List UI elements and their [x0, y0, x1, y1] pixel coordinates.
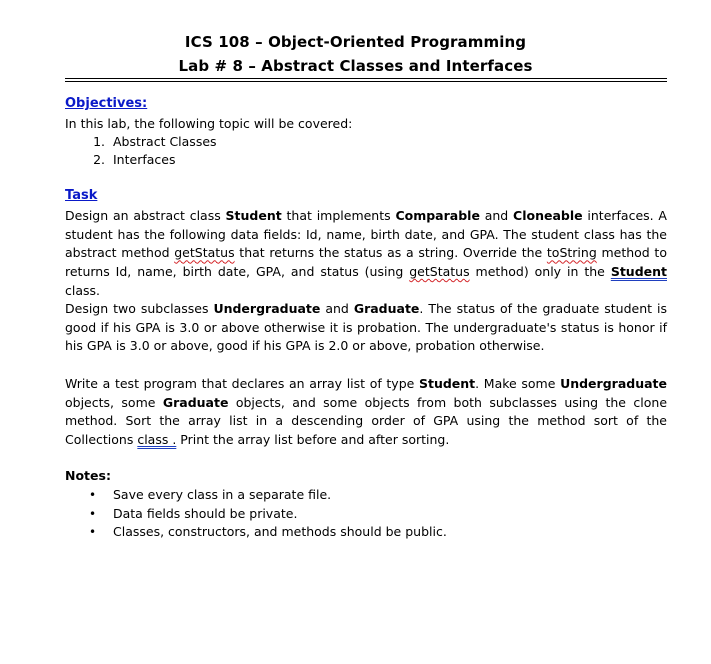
text-run: method to returns Id, name, birth date, GPA, and status (using — [65, 245, 667, 280]
text-run: Design two subclasses — [65, 301, 214, 316]
objective-number: 1. — [93, 134, 105, 149]
text-run: that implements — [281, 208, 396, 223]
text-run: and — [479, 208, 514, 223]
course-title: ICS 108 – Object-Oriented Programming — [184, 33, 527, 51]
objective-item: Interfaces — [113, 152, 176, 167]
method-name-tostring: toString — [546, 245, 597, 261]
text-run: class. — [65, 282, 101, 298]
class-name-student: Student — [610, 264, 667, 280]
objective-number: 2. — [93, 152, 105, 167]
class-name-student: Student — [418, 376, 476, 391]
method-name-getstatus: getStatus — [409, 264, 470, 280]
text-run: objects, and some objects from both subclasses using the clone method. Sort the array list in a descending order of GPA using the method sort of the Collections — [65, 394, 668, 448]
task-paragraph-1 — [65, 207, 667, 301]
class-name-graduate: Graduate — [162, 394, 229, 410]
bullet-icon: • — [89, 525, 97, 539]
text-run: method) only in the — [469, 264, 611, 280]
task-paragraph-2 — [65, 300, 667, 356]
notes-heading: Notes: — [65, 468, 111, 483]
title-rule-bottom — [65, 81, 667, 82]
method-name-getstatus: getStatus — [174, 245, 235, 261]
text-run: Write a test program that declares an array list of type — [65, 376, 419, 391]
bullet-icon: • — [89, 507, 97, 521]
text-run: Design an abstract class — [65, 208, 226, 223]
text-run: interfaces. A student has the following data fields: Id, name, birth date, and GPA. The student class has the abstract method — [65, 208, 667, 261]
objectives-intro: In this lab, the following topic will be covered: — [65, 116, 353, 131]
text-run: and — [320, 301, 354, 316]
note-item: Save every class in a separate file. — [113, 487, 332, 502]
title-rule-top — [65, 78, 667, 79]
class-name-undergraduate: Undergraduate — [560, 376, 667, 391]
task-heading: Task — [65, 188, 98, 203]
class-name-graduate: Graduate — [353, 301, 420, 316]
text-run: . Make some — [475, 376, 561, 391]
text-run: . The status of the graduate student is good if his GPA is 3.0 or above otherwise it is probation. The undergraduate's status is honor if his GPA is 3.0 or above, good if his GPA is 2.0 or above, probation otherwise. — [65, 301, 667, 354]
task-paragraph-3 — [65, 375, 667, 450]
interface-name-cloneable: Cloneable — [513, 208, 583, 223]
lab-title: Lab # 8 – Abstract Classes and Interfaces — [178, 57, 533, 75]
objective-item: Abstract Classes — [113, 134, 217, 149]
interface-name-comparable: Comparable — [395, 208, 480, 223]
bullet-icon: • — [89, 488, 97, 502]
class-word: class . — [137, 432, 177, 448]
class-name-student: Student — [225, 208, 282, 223]
objectives-heading: Objectives: — [65, 96, 148, 111]
note-item: Data fields should be private. — [113, 506, 298, 521]
text-run: Print the array list before and after sorting. — [176, 432, 450, 448]
text-run: objects, some — [65, 394, 163, 410]
note-item: Classes, constructors, and methods should be public. — [113, 524, 447, 539]
class-name-undergraduate: Undergraduate — [213, 301, 321, 316]
text-run: that returns the status as a string. Override the — [234, 245, 547, 261]
